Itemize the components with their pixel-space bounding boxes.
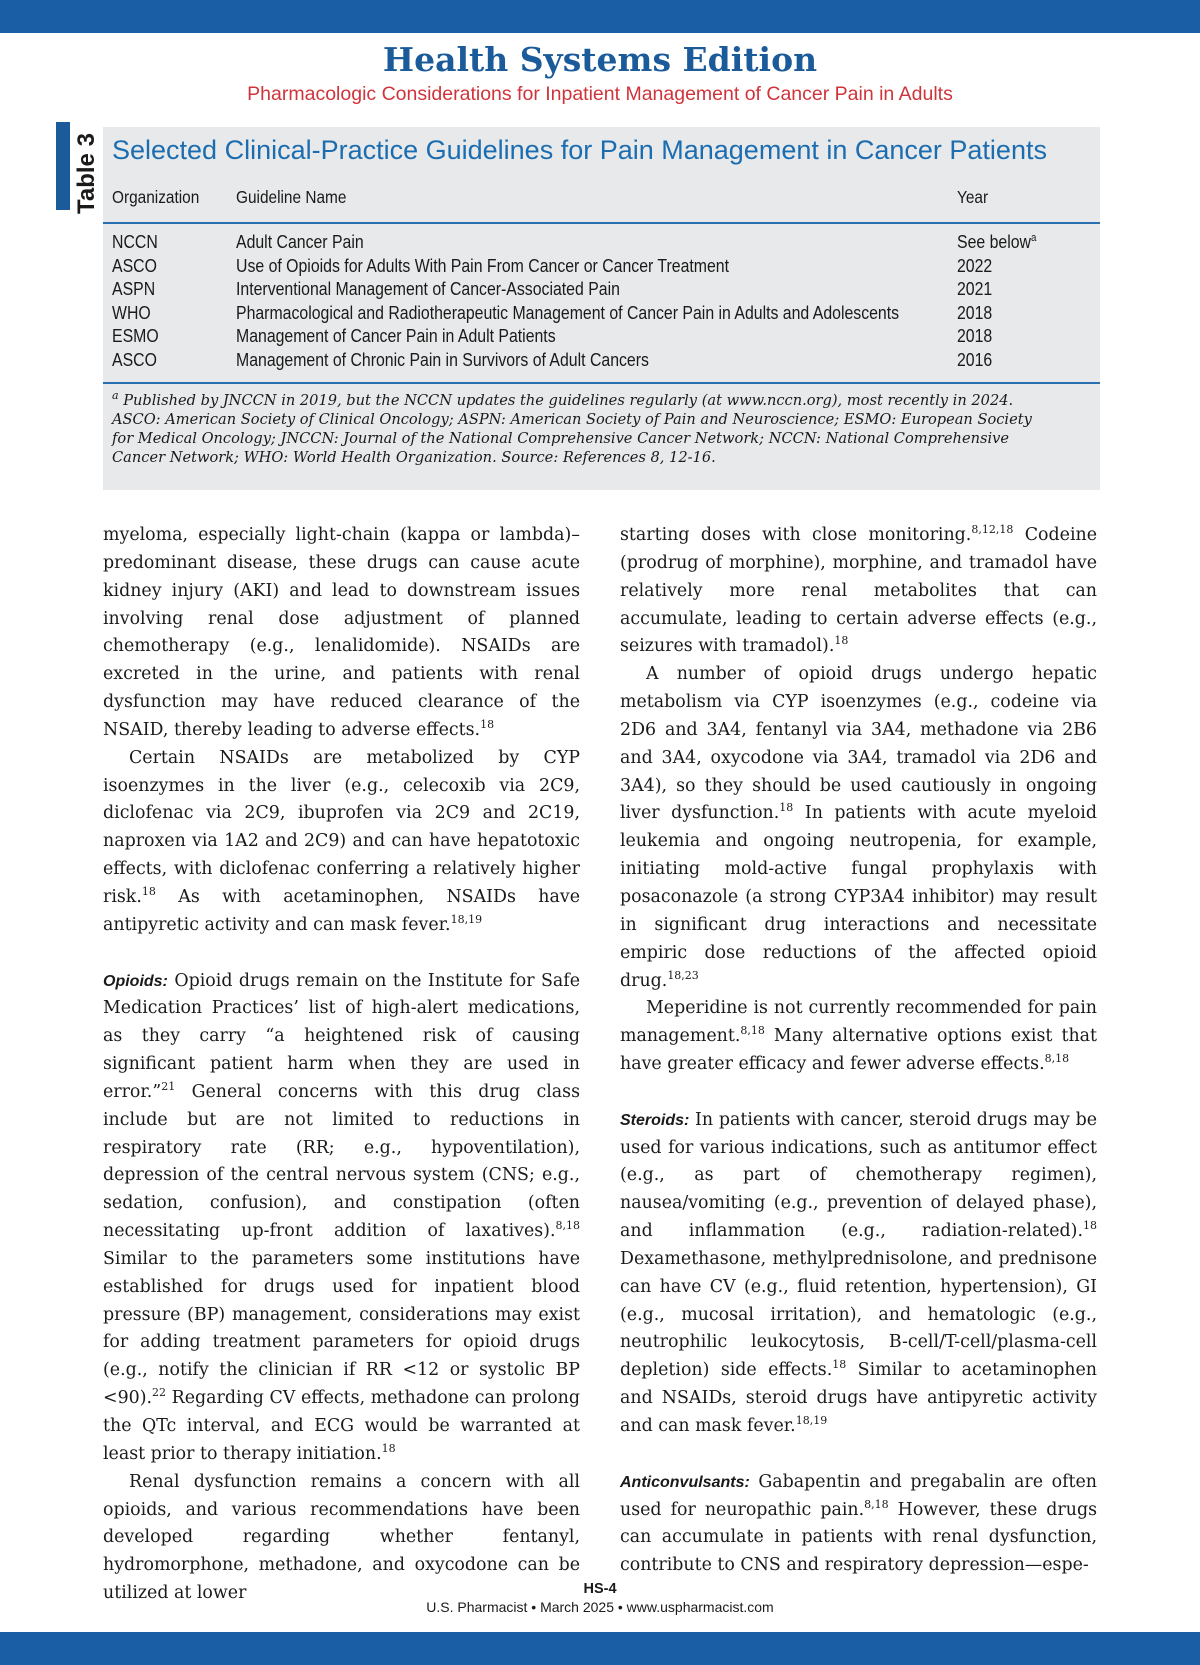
citation-ref: 18 (779, 801, 794, 815)
body-paragraph (103, 968, 580, 1469)
citation-ref: 8,18 (555, 1219, 580, 1233)
table-row (103, 325, 1100, 349)
citation-ref: 18,19 (450, 913, 483, 927)
table-tag-label: Table 3 (73, 133, 100, 214)
column-header-organization: Organization (112, 187, 200, 207)
paragraph-text: Codeine (prodrug of morphine), morphine, and tramadol have relatively more renal metabolites that can accumulate, leading to certain adverse effects (e.g., seizures with tramadol). (620, 525, 1097, 657)
paragraph-text: Many alternative options exist that have greater efficacy and fewer adverse effects. (620, 1026, 1097, 1075)
paragraph-text: Opioid drugs remain on the Institute for Safe Medication Practices’ list of high-alert medications, as they carry “a heightened risk of causing significant patient harm when they are used in error.” (103, 970, 580, 1102)
table-cell-org: ASCO (112, 350, 157, 370)
paragraph-text: Renal dysfunction remains a concern with all opioids, and various recommendations have been developed regarding whether fentanyl, hydromorphone, methadone, and oxycodone can be utilized at lower (103, 1471, 580, 1604)
article-subtitle: Pharmacologic Considerations for Inpatient Management of Cancer Pain in Adults (247, 83, 953, 105)
table-cell-org: ESMO (112, 326, 159, 347)
table-cell-year: 2022 (957, 255, 993, 276)
right-column (620, 522, 1097, 1580)
table-cell-name: Interventional Management of Cancer-Associated Pain (236, 279, 620, 300)
body-paragraph (620, 1107, 1097, 1441)
paragraph-text: Gabapentin and pregabalin are often used for neuropathic pain. (620, 1471, 1097, 1520)
footnote-text: Published by JNCCN in 2019, but the NCCN updates the guidelines regularly (at www.nccn.org), most recently in 2024. (118, 392, 1014, 409)
table-cell-year (957, 231, 1036, 255)
table-cell-year: 2018 (957, 326, 993, 347)
table-row (103, 255, 1100, 279)
paragraph-text: However, these drugs can accumulate in patients with renal dysfunction, contribute to CNS and respiratory depression—espe- (620, 1499, 1097, 1576)
citation-ref: 8,18 (740, 1024, 765, 1038)
paragraph-text: Meperidine is not currently recommended for pain management. (620, 998, 1097, 1047)
table-footnote (112, 391, 1092, 467)
citation-ref: 8,12,18 (971, 523, 1014, 537)
table-title: Selected Clinical-Practice Guidelines for Pain Management in Cancer Patients (112, 135, 1047, 165)
table-cell-year-text: See below (957, 232, 1031, 252)
paragraph-text: In patients with cancer, steroid drugs may be used for various indications, such as antitumor effect (e.g., as part of chemotherapy regimen), nausea/vomiting (e.g., prevention of delayed phase), and inflammation (e.g., radiation-related). (620, 1109, 1097, 1242)
top-color-bar (0, 0, 1200, 33)
table-row (103, 302, 1100, 326)
table-cell-name: Management of Cancer Pain in Adult Patients (236, 326, 556, 347)
body-paragraph (103, 745, 580, 940)
footnote-line (112, 391, 1092, 410)
citation-ref: 22 (152, 1386, 167, 1400)
table-cell-name: Adult Cancer Pain (236, 232, 364, 252)
table-tag-bar (56, 122, 70, 210)
table-cell-org: ASPN (112, 279, 156, 300)
paragraph-text: Similar to the parameters some institutions have established for drugs used for inpatient blood pressure (BP) management, considerations may exist for adding treatment parameters for opioid drugs (e.g., notify the clinician if RR <12 or systolic BP <90). (103, 1248, 580, 1409)
paragraph-text: A number of opioid drugs undergo hepatic metabolism via CYP isoenzymes (e.g., codeine via 2D6 and 3A4, fentanyl via 3A4, methadone via 2B6 and 3A4, oxycodone via 3A4, tramadol via 2D6 and 3A4), so they should be used cautiously in ongoing liver dysfunction. (620, 664, 1097, 824)
table-footer-rule (103, 382, 1100, 384)
left-column (103, 522, 580, 1608)
paragraph-text: Similar to acetaminophen and NSAIDs, steroid drugs have antipyretic activity and can mask fever. (620, 1360, 1097, 1436)
guidelines-table (103, 127, 1100, 490)
table-cell-name: Management of Chronic Pain in Survivors of Adult Cancers (236, 350, 649, 370)
citation-ref: 18,23 (667, 968, 699, 982)
paragraph-text: myeloma, especially light-chain (kappa or lambda)–predominant disease, these drugs can cause acute kidney injury (AKI) and lead to downstream issues involving renal dose adjustment of planned chemotherapy (e.g., lenalidomide). NSAIDs are excreted in the urine, and patients with renal dysfunction may have reduced clearance of the NSAID, thereby leading to adverse effects. (103, 525, 580, 740)
paragraph-text: Certain NSAIDs are metabolized by CYP isoenzymes in the liver (e.g., celecoxib via 2C9, diclofenac via 2C9, ibuprofen via 2C9 and 2C19, naproxen via 1A2 and 2C9) and can have hepatotoxic effects, with diclofenac conferring a relatively higher risk. (103, 747, 580, 907)
section-heading: Anticonvulsants: (620, 1473, 750, 1491)
table-cell-name: Pharmacological and Radiotherapeutic Management of Cancer Pain in Adults and Adolescents (236, 302, 900, 323)
section-heading: Steroids: (620, 1111, 690, 1129)
citation-ref: 18 (1083, 1219, 1097, 1233)
citation-ref: 18 (381, 1442, 396, 1456)
footnote-marker: a (112, 389, 119, 403)
paragraph-text: In patients with acute myeloid leukemia and ongoing neutropenia, for example, initiating mold-active fungal prophylaxis with posaconazole (a strong CYP3A4 inhibitor) may result in significant drug interactions and necessitate empiric dose reductions of the affected opioid drug. (620, 803, 1097, 991)
table-header-rule (103, 222, 1100, 224)
citation-ref: 18 (832, 1358, 847, 1372)
table-cell-org: NCCN (112, 232, 158, 252)
bottom-color-bar (0, 1632, 1200, 1665)
table-row (103, 231, 1100, 255)
footnote-ref: a (1030, 232, 1037, 244)
footnote-line: ASCO: American Society of Clinical Oncology; ASPN: American Society of Pain and Neuroscience; ESMO: European Society (112, 411, 1032, 428)
edition-title: Health Systems Edition (382, 40, 818, 79)
citation-ref: 18 (141, 885, 156, 899)
table-cell-year: 2016 (957, 350, 993, 370)
paragraph-text: As with acetaminophen, NSAIDs have antipyretic activity and can mask fever. (103, 886, 580, 935)
footnote-line: for Medical Oncology; JNCCN: Journal of the National Comprehensive Cancer Network; NCCN: National Comprehensive (112, 430, 1010, 447)
publication-credit: U.S. Pharmacist • March 2025 • www.uspharmacist.com (426, 1599, 774, 1615)
table-cell-org: ASCO (112, 255, 157, 276)
body-paragraph (103, 522, 580, 745)
page-number: HS-4 (583, 1581, 617, 1597)
table-cell-year: 2018 (957, 302, 993, 323)
paragraph-text: Regarding CV effects, methadone can prolong the QTc interval, and ECG would be warranted at least prior to therapy initiation. (103, 1388, 580, 1464)
paragraph-text: General concerns with this drug class include but are not limited to reductions in respiratory rate (RR; e.g., hypoventilation), depression of the central nervous system (CNS; e.g., sedation, confusion), and constipation (often necessitating up-front addition of laxatives). (103, 1081, 580, 1242)
paragraph-text: Dexamethasone, methylprednisolone, and prednisone can have CV (e.g., fluid retention, hypertension), GI (e.g., mucosal irritation), and hematologic (e.g., neutrophilic leukocytosis, B-cell/T-cell/plasma-cell depletion) side effects. (620, 1248, 1097, 1381)
column-header-guideline-name: Guideline Name (236, 187, 347, 207)
citation-ref: 18 (834, 634, 849, 648)
column-header-year: Year (957, 187, 989, 207)
citation-ref: 18 (480, 718, 495, 732)
body-paragraph (620, 1469, 1097, 1580)
table-cell-org: WHO (112, 302, 151, 323)
citation-ref: 18,19 (795, 1414, 828, 1428)
citation-ref: 8,18 (1044, 1052, 1070, 1066)
table-tag (72, 124, 102, 214)
body-paragraph (620, 995, 1097, 1079)
citation-ref: 8,18 (864, 1497, 889, 1511)
body-paragraph (620, 661, 1097, 995)
table-cell-year: 2021 (957, 279, 993, 300)
section-heading: Opioids: (103, 972, 168, 990)
citation-ref: 21 (161, 1080, 176, 1094)
body-paragraph (620, 522, 1097, 661)
footnote-line: Cancer Network; WHO: World Health Organization. Source: References 8, 12-16. (112, 449, 716, 466)
paragraph-text: starting doses with close monitoring. (620, 525, 972, 545)
table-row (103, 349, 1100, 373)
table-row (103, 278, 1100, 302)
table-cell-name: Use of Opioids for Adults With Pain From Cancer or Cancer Treatment (236, 255, 729, 276)
